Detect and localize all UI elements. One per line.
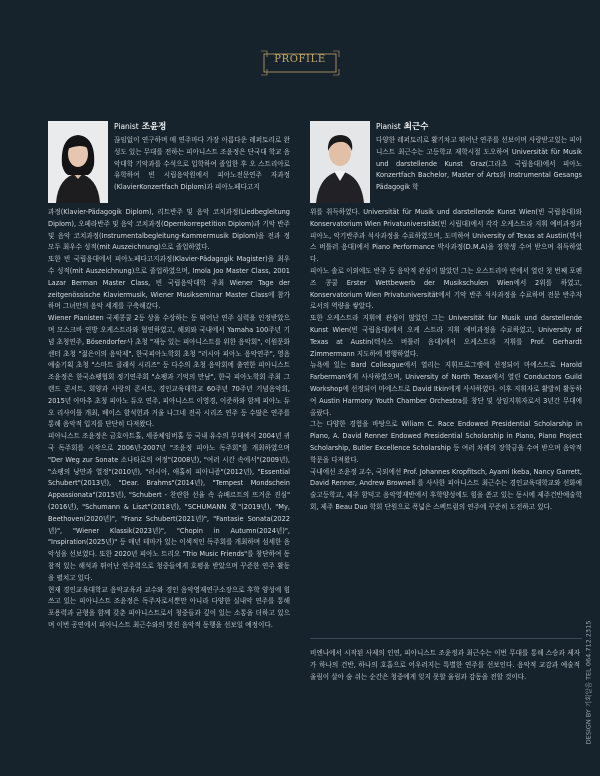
closing-text: 비엔나에서 시작된 사제의 인연, 피아니스트 조윤정과 최근수는 이번 무대를 통해 스승과 제자가 하나의 건반, 하나의 호흡으로 어우러지는 특별한 연주를 선보인다. 음악적 교감과 예술적 울림이 살아 숨 쉬는 순간은 청중에게 잊지 못할 울림과 감동을 전할 것이다. bbox=[310, 649, 580, 681]
design-credit-text: DESIGN BY 기획알음 TEL 064.712.2315 bbox=[584, 620, 593, 745]
left-paragraph: 또한 빈 국립음대에서 피아노페다고지과정(Klavier-Pädagogik Magister)을 최우수 성적(mit Auszeichnung)으로 졸업하였으며, Imola Joo Master Class, 2001 Lazar Berman Master Class, 빈 국립음악대학 주최 Wiener Tage der zeitgenössische Klaviermusik, Wiener Musikseminar Master Class에 참가하며 그녀만의 음악 세계를 구축해갔다. bbox=[48, 255, 290, 311]
left-role: Pianist bbox=[114, 122, 139, 131]
left-biography bbox=[48, 207, 290, 632]
left-paragraph: 현재 경인교육대학교 음악교육과 교수와 경인 음악영재연구소장으로 후학 양성에 힘쓰고 있는 피아니스트 조윤정은 독주자로서뿐만 아니라 다양한 실내악 연주를 통해 포용력과 균형을 함께 갖춘 피아니스트로서 청중들과 깊이 있는 소통을 더하고 있으며 이번 공연에서 피아니스트 최근수와의 멋진 음악적 동행을 선보일 예정이다. bbox=[48, 585, 290, 629]
profile-header bbox=[0, 44, 600, 84]
right-paragraph: 그는 다양한 경험을 바탕으로 Wiliam C. Race Endowed Presidential Scholarship in Piano, A. David Renner Endowed Presidential Scholarship in Piano, Piano Project Scholarship, Butler Excellence Scholarship 등 여러 차례의 장학금을 수여 받으며 음악적 학문을 다져왔다. bbox=[310, 420, 582, 464]
right-paragraph: 피아노 솔로 이외에도 반주 등 음악적 관심이 많았던 그는 오스트리아 빈에서 열린 첫 번째 포펜즈 콩쿨 Erster Wettbewerb der Musikschulen Wien에서 2위를 하였고, Konservatorium Wien Privatuniversität에서 기악 반주 석사과정을 수료하며 전문 반주자로서의 역량을 쌓았다. bbox=[310, 266, 582, 311]
right-paragraph: 위를 취득하였다. Universität für Musik und darstellende Kunst Wien(빈 국립음대)와 Konservatorium Wien Privatuniversität(빈 시립대)에서 각각 오케스트라 지휘 예비과정과 피아노, 악기반주과 석사과정을 수료하였으며, 도미하여 University of Texas at Austin(텍사스 버틀러 음대)에서 Piano Performance 박사과정(D.M.A)을 장학생 수여 받으며 취득하였다. bbox=[310, 208, 582, 264]
right-role: Pianist bbox=[376, 122, 401, 131]
left-performer-name bbox=[114, 120, 166, 132]
right-performer-name bbox=[376, 120, 428, 132]
left-name: 조윤정 bbox=[141, 122, 167, 132]
right-paragraph: 또한 오케스트라 지휘에 관심이 많았던 그는 Universität fur Musik und darstellende Kunst Wien(빈 국립음대)에서 오케 스트라 지휘 예비과정을 수료하였고, University of Texas at Austin(텍사스 버틀러 음대)에서 오케스트라 지휘를 Prof. Gerhardt Zimmermann 지도하에 병행하였다. bbox=[310, 314, 582, 358]
right-paragraph: 국내에선 조윤정 교수, 국외에선 Prof. Johannes Kropfitsch, Ayami Ikeba, Nancy Garrett, David Renner, Andrew Brownell 를 사사한 피아니스트 최근수는 경인교육대학교와 선화예술고등학교, 제주 함덕고 음악영재반에서 후학양성에도 힘을 쏟고 있는 동시에 제주건반예술학회, 제주 Beau Duo 학회 단원으로 폭넓은 스펙트럼의 연주에 꾸준히 도전하고 있다. bbox=[310, 467, 582, 511]
closing-statement bbox=[310, 648, 580, 683]
right-intro bbox=[376, 135, 582, 194]
portrait-photo-cho-yunjeong bbox=[48, 121, 108, 203]
right-biography bbox=[310, 207, 582, 514]
right-intro-text: 다양한 레퍼토리로 활기차고 뛰어난 연주를 선보이며 사랑받고있는 피아니스트 최근수는 고등학교 재학시절 도오하여 Universität für Musik und darstellende Kunst Graz(그라츠 국립음대)에서 피아노 Konzertfach Bachelor, Master of Arts와 Instrumental Gesangs Pädagogik 학 bbox=[376, 136, 582, 192]
left-paragraph: 과정(Klavier-Pädagogik Diplom), 리트반주 및 음악 코치과정(Liedbegleitung Diplom), 오페라반주 및 음악 코치과정(Opernkorrepetition Diplom)과 기악 반주 및 음악 코치과정(Instrumentalbegleitung-Kammermusik Diplom)을 전과 정 모두 최우수 성적(mit Auszeichnung)으로 졸업하였다. bbox=[48, 208, 290, 252]
profile-title: PROFILE bbox=[274, 54, 326, 65]
left-intro bbox=[114, 135, 290, 194]
portrait-photo-choi-geunsu bbox=[310, 121, 370, 203]
section-divider bbox=[310, 638, 582, 639]
design-credit bbox=[582, 604, 594, 764]
left-paragraph: Wiener Pianisten 국제콩쿨 2등 상을 수상하는 등 뛰어난 연주 실력을 인정받았으며 모스크바 연방 오케스트라와 협연하였고, 해외와 국내에서 Yamaha 100주년 기념 초청연주, Bösendorfer사 초청 "재능 있는 피아니스트를 위한 음악회", 이원문화센터 초청 "젊은이의 음악제", 한국피아노학회 초청 "러시아 피아노 음악연주", 영음예술기획 초청 "스마트 클래식 시리즈" 등 다수의 초청 음악회에 출연한 피아니스트 조윤정은 한국쇼팽협회 정기연주회 "쇼팽과 기억의 만남", 한국 피아노학회 주최 그랜드 콘서트, 회양과 사랑의 콘서트, 경인교육대학교 60주년 70주년 기념음악회, 2015년 아마추 초청 피아노 듀오 연주, 피아니스트 이영경, 이준하와 함께 피아노 듀오 리사이틀 개최, 베이스 함석헌과 거울 나그네 전곡 시리즈 연주 등 수많은 연주를 통해 음악적 입지를 단단히 다져왔다. bbox=[48, 314, 290, 429]
left-paragraph: 피아니스트 조윤정은 금호아트홀, 세종체임버홀 등 국내 유수의 무대에서 2004년 귀국 독주회를 시작으로 2006년-2007년 "조윤정 피아노 독주회"를 개최하였으며 "Der Weg zur Sonate 소나타로의 여정"(2008년), "여러 시간 속에서"(2009년), "쇼팽의 낭만과 열정"(2010년), "러시아, 애홀히 피아니즘"(2012년), "Essential Schubert"(2013년), "Dear. Brahms"(2014년), "Tempest Mondschein Appassionata"(2015년), "Schubert - 찬란한 선율 속 슈베르트의 뜨거운 진심"(2016년), "Schumann & Liszt"(2018년), "SCHUMANN 愛"(2019년), "My, Beethoven(2020년)", "Franz Schubert(2021년)", "Fantasie Sonata(2022년)", "Wiener Klassik(2023년)", "Chopin in Autumn(2024년)", "Inspiration(2025년)" 등 매년 테마가 있는 이색적인 독주회를 개최하며 섬세한 음악성을 선보였다. 또한 2020년 피아노 트리오 "Trio Music Friends"를 창단하여 동참적 있는 해석과 뛰어난 연주력으로 청중들에게 호평을 받았으며 꾸준한 연주 활동을 펼치고 있다. bbox=[48, 432, 290, 582]
left-intro-text: 끊임없이 연구하며 매 연주마다 가장 아름다운 레퍼토리로 완성도 있는 무대를 전하는 피아니스트 조윤정은 단국대 학교 음악대학 기악과를 수석으로 입학하여 졸업한 후 오 스트리아로 유학하여 빈 시립음악원에서 피아노전문연주 자과정(KlavierKonzertfach Diplom)과 피아노페다고지 bbox=[114, 136, 291, 192]
right-paragraph: 뉴욕에 있는 Bard Colleague에서 열리는 지휘프로그램에 선정되어 마에스트로 Harold Farberman에게 사사하였으며, University of North Texas에서 열린 Conductors Guild Workshop에 선정되어 마에스트로 David Itkin에게 사사하였다. 이후 지휘자로 활발히 활동하여 Austin Harmony Youth Chamber Orchestra를 창단 및 상임지휘자로서 3년간 무대에 올랐다. bbox=[310, 361, 582, 417]
right-name: 최근수 bbox=[403, 122, 429, 132]
